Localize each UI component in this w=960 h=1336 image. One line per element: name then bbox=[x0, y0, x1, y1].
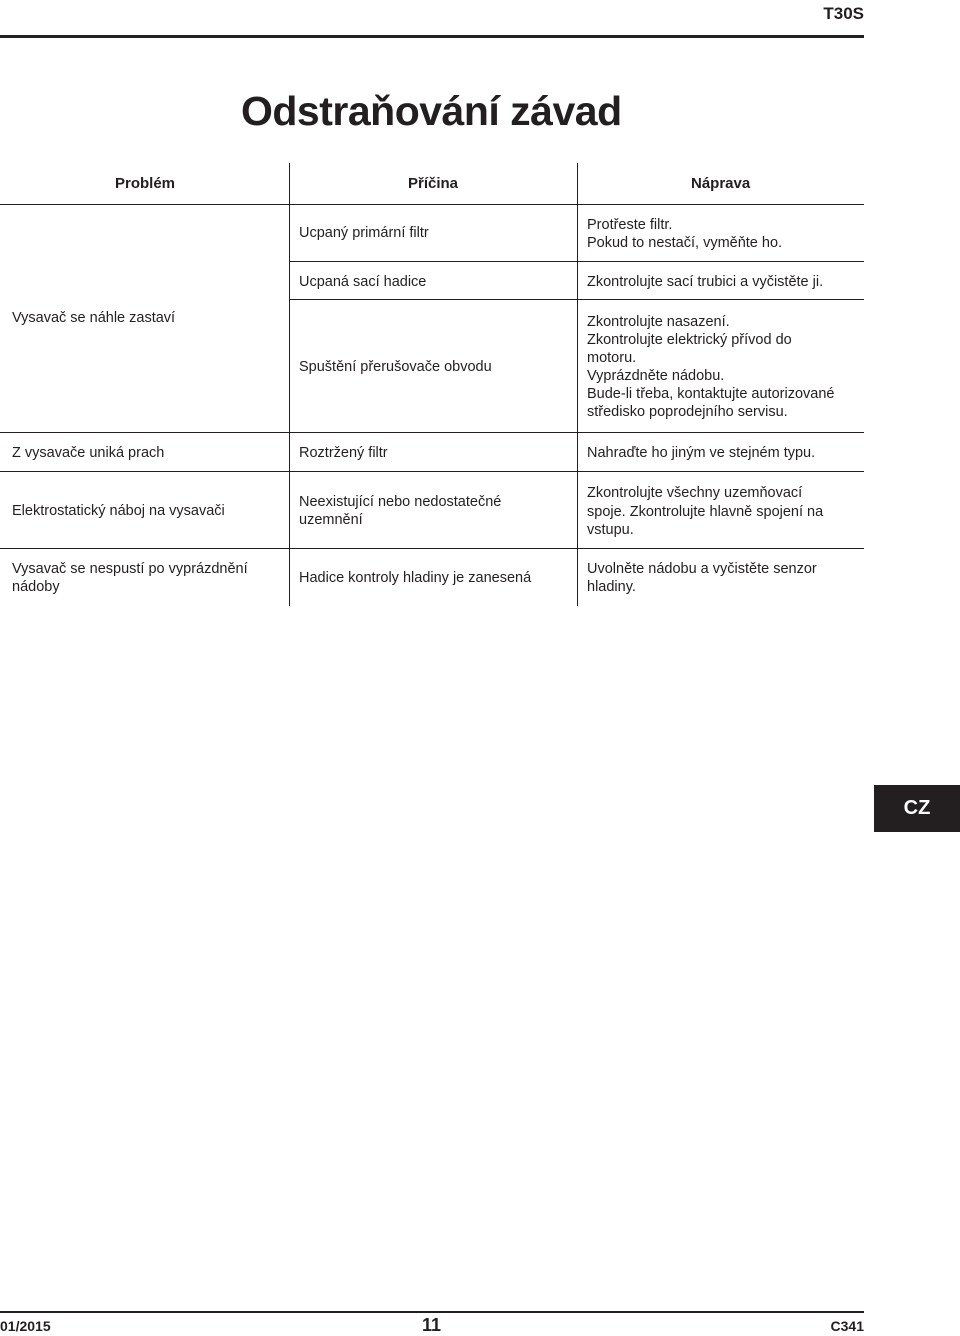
row-separator bbox=[289, 261, 864, 262]
remedy-cell: Zkontrolujte sací trubici a vyčistěte ji. bbox=[587, 274, 824, 290]
remedy-cell bbox=[587, 216, 782, 252]
row-separator bbox=[289, 299, 864, 300]
remedy-cell bbox=[587, 313, 834, 421]
remedy-cell bbox=[587, 484, 823, 540]
problem-cell: Vysavač se náhle zastaví bbox=[12, 310, 176, 326]
remedy-cell: Nahraďte ho jiným ve stejném typu. bbox=[587, 445, 816, 461]
cause-cell bbox=[299, 493, 501, 529]
top-rule bbox=[0, 35, 864, 38]
problem-line: Vysavač se nespustí po vyprázdnění bbox=[12, 561, 248, 577]
remedy-line: Zkontrolujte elektrický přívod do bbox=[587, 332, 792, 348]
table-header bbox=[0, 163, 864, 205]
row-separator bbox=[0, 432, 864, 433]
cause-line: uzemnění bbox=[299, 512, 363, 528]
remedy-line: Bude-li třeba, kontaktujte autorizované bbox=[587, 386, 835, 402]
cause-line: Neexistující nebo nedostatečné bbox=[299, 494, 502, 510]
bottom-rule bbox=[0, 1311, 864, 1313]
problem-cell: Elektrostatický náboj na vysavači bbox=[12, 503, 225, 519]
page-title: Odstraňování závad bbox=[241, 88, 622, 134]
language-tab: CZ bbox=[874, 785, 960, 832]
cause-cell: Spuštění přerušovače obvodu bbox=[299, 359, 492, 375]
remedy-line: Uvolněte nádobu a vyčistěte senzor bbox=[587, 561, 817, 577]
header-cause: Příčina bbox=[408, 175, 459, 192]
remedy-line: středisko poprodejního servisu. bbox=[587, 404, 788, 420]
troubleshooting-table bbox=[0, 163, 864, 205]
header-remedy: Náprava bbox=[691, 175, 751, 192]
row-separator bbox=[0, 471, 864, 472]
remedy-line: Protřeste filtr. bbox=[587, 217, 673, 233]
remedy-line: hladiny. bbox=[587, 579, 636, 595]
problem-cell: Z vysavače uniká prach bbox=[12, 445, 165, 461]
header-problem: Problém bbox=[115, 175, 176, 192]
page-number: 11 bbox=[422, 1315, 442, 1335]
remedy-line: motoru. bbox=[587, 350, 637, 366]
row-separator bbox=[0, 548, 864, 549]
remedy-line: spoje. Zkontrolujte hlavně spojení na bbox=[587, 503, 824, 520]
remedy-line: Vyprázdněte nádobu. bbox=[587, 368, 725, 384]
cause-cell: Hadice kontroly hladiny je zanesená bbox=[299, 570, 532, 586]
cause-cell: Ucpaný primární filtr bbox=[299, 225, 429, 241]
problem-line: nádoby bbox=[12, 579, 60, 595]
cause-cell: Roztržený filtr bbox=[299, 445, 388, 461]
problem-cell bbox=[12, 560, 248, 596]
remedy-cell bbox=[587, 560, 817, 596]
remedy-line: Pokud to nestačí, vyměňte ho. bbox=[587, 235, 783, 251]
column-divider-2 bbox=[577, 163, 578, 606]
column-divider-1 bbox=[289, 163, 290, 606]
model-label: T30S bbox=[823, 4, 864, 23]
cause-cell: Ucpaná sací hadice bbox=[299, 274, 427, 290]
remedy-line: vstupu. bbox=[587, 522, 634, 538]
remedy-line: Zkontrolujte nasazení. bbox=[587, 314, 730, 330]
remedy-line: Zkontrolujte všechny uzemňovací bbox=[587, 485, 803, 501]
document-code: C341 bbox=[830, 1318, 864, 1334]
footer-date: 01/2015 bbox=[0, 1318, 51, 1334]
